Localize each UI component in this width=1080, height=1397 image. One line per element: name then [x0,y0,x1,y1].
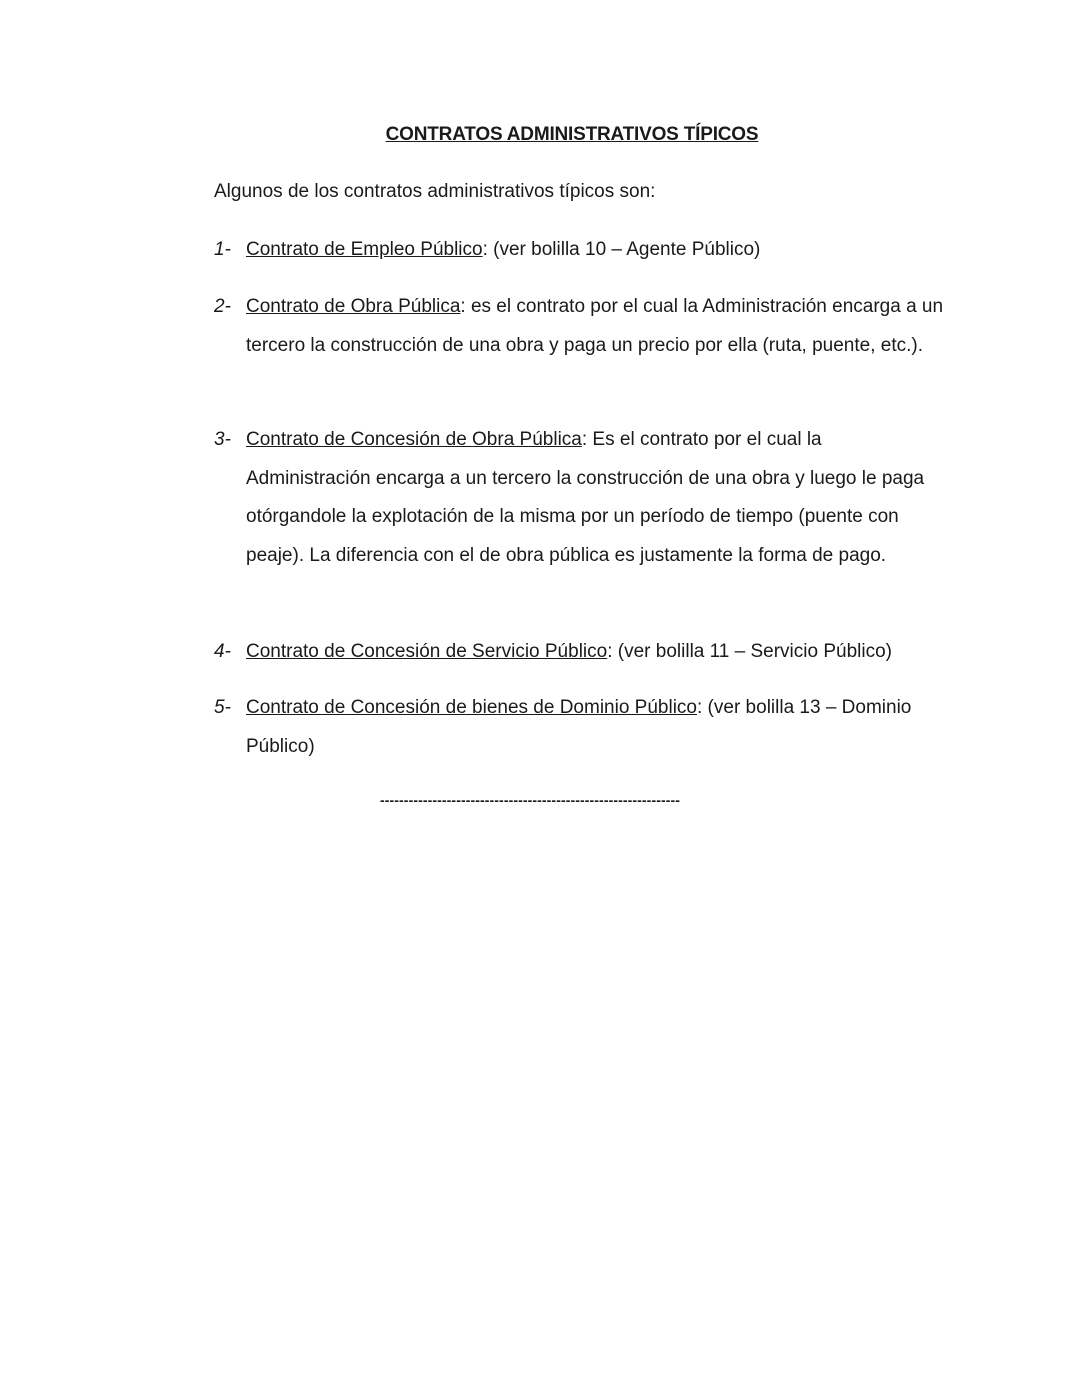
item-number: 3- [214,429,231,450]
item-term: Contrato de Concesión de Servicio Público [246,641,608,662]
item-text: : (ver bolilla 13 – Dominio Público) [246,697,912,757]
list-item [214,633,944,672]
item-text: : (ver bolilla 11 – Servicio Público) [607,641,892,662]
item-number: 1- [214,239,231,260]
list-item [214,288,944,365]
item-text: : (ver bolilla 10 – Agente Público) [482,239,761,260]
item-text: : es el contrato por el cual la Administración encarga a un tercero la construcción de una obra y paga un precio por ella (ruta, puente, etc.). [246,296,944,356]
item-number: 2- [214,296,231,317]
document-title: CONTRATOS ADMINISTRATIVOS TÍPICOS [385,124,759,145]
item-term: Contrato de Concesión de bienes de Dominio Público [246,697,697,718]
item-number: 5- [214,697,231,718]
item-term: Contrato de Concesión de Obra Pública [246,429,582,450]
item-number: 4- [214,641,231,662]
list-item [214,231,944,270]
item-text: : Es el contrato por el cual la Administración encarga a un tercero la construcción de una obra y luego le paga otórgandole la explotación de la misma por un período de tiempo (puente con peaje). La diferencia con el de obra pública es justamente la forma de pago. [246,429,925,566]
intro-paragraph: Algunos de los contratos administrativos típicos son: [214,181,656,202]
item-term: Contrato de Obra Pública [246,296,461,317]
list-item [214,421,944,575]
list-item [214,689,944,766]
item-term: Contrato de Empleo Público [246,239,483,260]
section-divider: --------------------------------------------------------------- [380,792,681,808]
